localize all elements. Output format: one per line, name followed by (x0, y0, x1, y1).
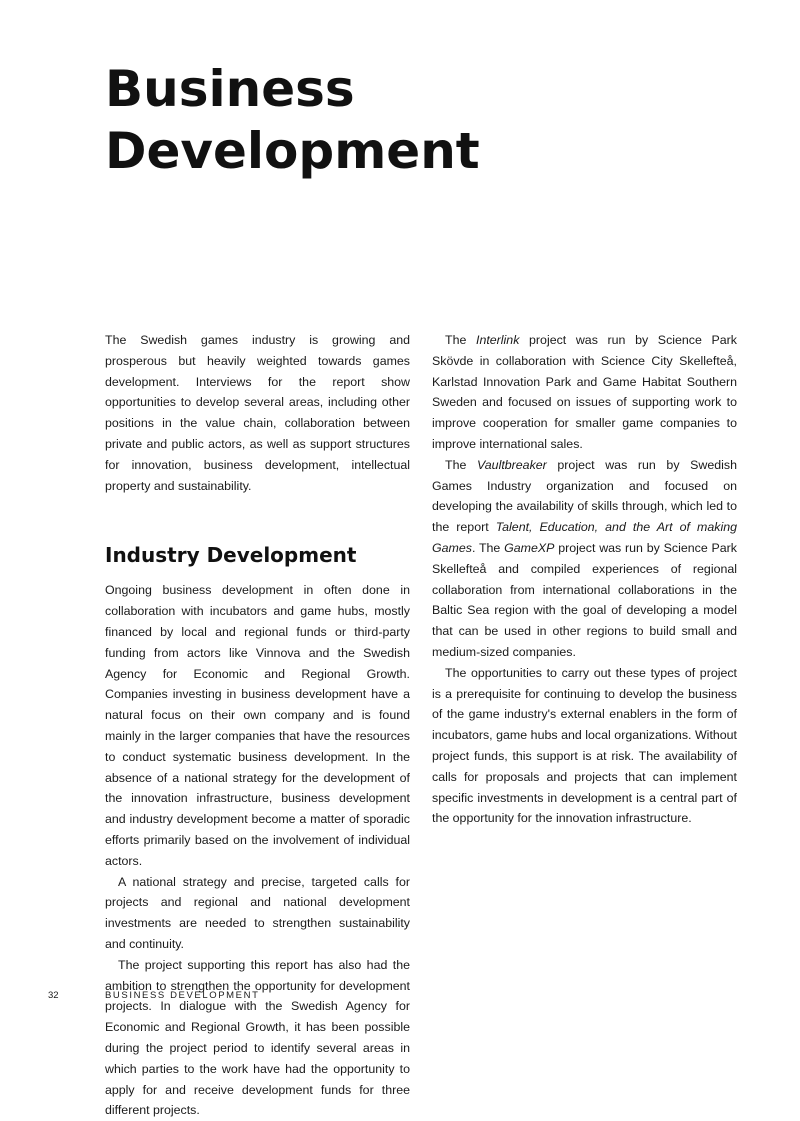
vaultbreaker-project-name: Vaultbreaker (476, 457, 547, 472)
section-heading: Industry Development (105, 543, 357, 568)
page-number: 32 (48, 990, 59, 1001)
page-title-line-1: Business (105, 60, 355, 118)
right-column (432, 330, 737, 829)
interlink-paragraph (432, 330, 737, 455)
interlink-pre-text: The (445, 333, 476, 347)
vaultbreaker-pre-text: The (445, 457, 477, 472)
vaultbreaker-mid-text: project was run by Swedish Games Industry organization and focused on developing the availability of skills through, which led to the report (432, 457, 737, 535)
running-head: BUSINESS DEVELOPMENT (105, 990, 260, 1001)
body-paragraph-1: Ongoing business development in often done in collaboration with incubators and game hubs, mostly financed by local and regional funds or third-party funding from actors like Vinnova and the Swedish Agency for Economic and Regional Growth. Companies investing in business development have a natural focus on their own company and is found mainly in the larger companies that have the resources to conduct systematic business development. In the absence of a national strategy for the development of the innovation infrastructure, business development and industry development become a matter of sporadic efforts primarily based on the involvement of individual actors. (105, 583, 410, 868)
gamexp-post-text: project was run by Science Park Skellefteå and compiled experiences of regional collaboration from international collaborations in the Baltic Sea region with the goal of developing a model that can be used in other regions to build small and medium-sized companies. (432, 540, 737, 659)
intro-paragraph: The Swedish games industry is growing and prosperous but heavily weighted towards games development. Interviews for the report show opportunities to develop several areas, including other positions in the value chain, collaboration between private and public actors, as well as support structures for innovation, business development, intellectual property and sustainability. (105, 333, 410, 493)
body-paragraph-2: A national strategy and precise, targeted calls for projects and regional and national development investments are needed to strengthen sustainability and continuity. (105, 874, 410, 951)
report-title: Talent, Education, and the Art of making Games (432, 520, 737, 555)
page-title-line-2: Development (105, 122, 480, 180)
page-title (105, 58, 480, 182)
closing-paragraph: The opportunities to carry out these types of project is a prerequisite for continuing to develop the business of the game industry's external enablers in the form of incubators, game hubs and local organizations. Without project funds, this support is at risk. The availability of calls for proposals and projects that can implement specific investments in development is a central part of the opportunity for the innovation infrastructure. (432, 665, 737, 826)
left-column (105, 330, 410, 1121)
gamexp-project-name: GameXP (504, 540, 555, 555)
interlink-post-text: project was run by Science Park Skövde in collaboration with Science City Skellefteå, Karlstad Innovation Park and Game Habitat Southern Sweden and focused on issues of supporting work to improve cooperation for smaller game companies to improve international sales. (432, 333, 738, 451)
interlink-project-name: Interlink (476, 333, 520, 347)
body-paragraph-3: The project supporting this report has also had the ambition to strengthen the opportunity for development projects. In dialogue with the Swedish Agency for Economic and Regional Growth, it has been possible during the project period to identify several areas in which parties to the work have had the opportunity to apply for and receive development funds for three different projects. (105, 957, 410, 1118)
page-footer (48, 990, 259, 1002)
vaultbreaker-paragraph (432, 455, 737, 663)
vaultbreaker-mid2-text: . The (471, 540, 505, 555)
